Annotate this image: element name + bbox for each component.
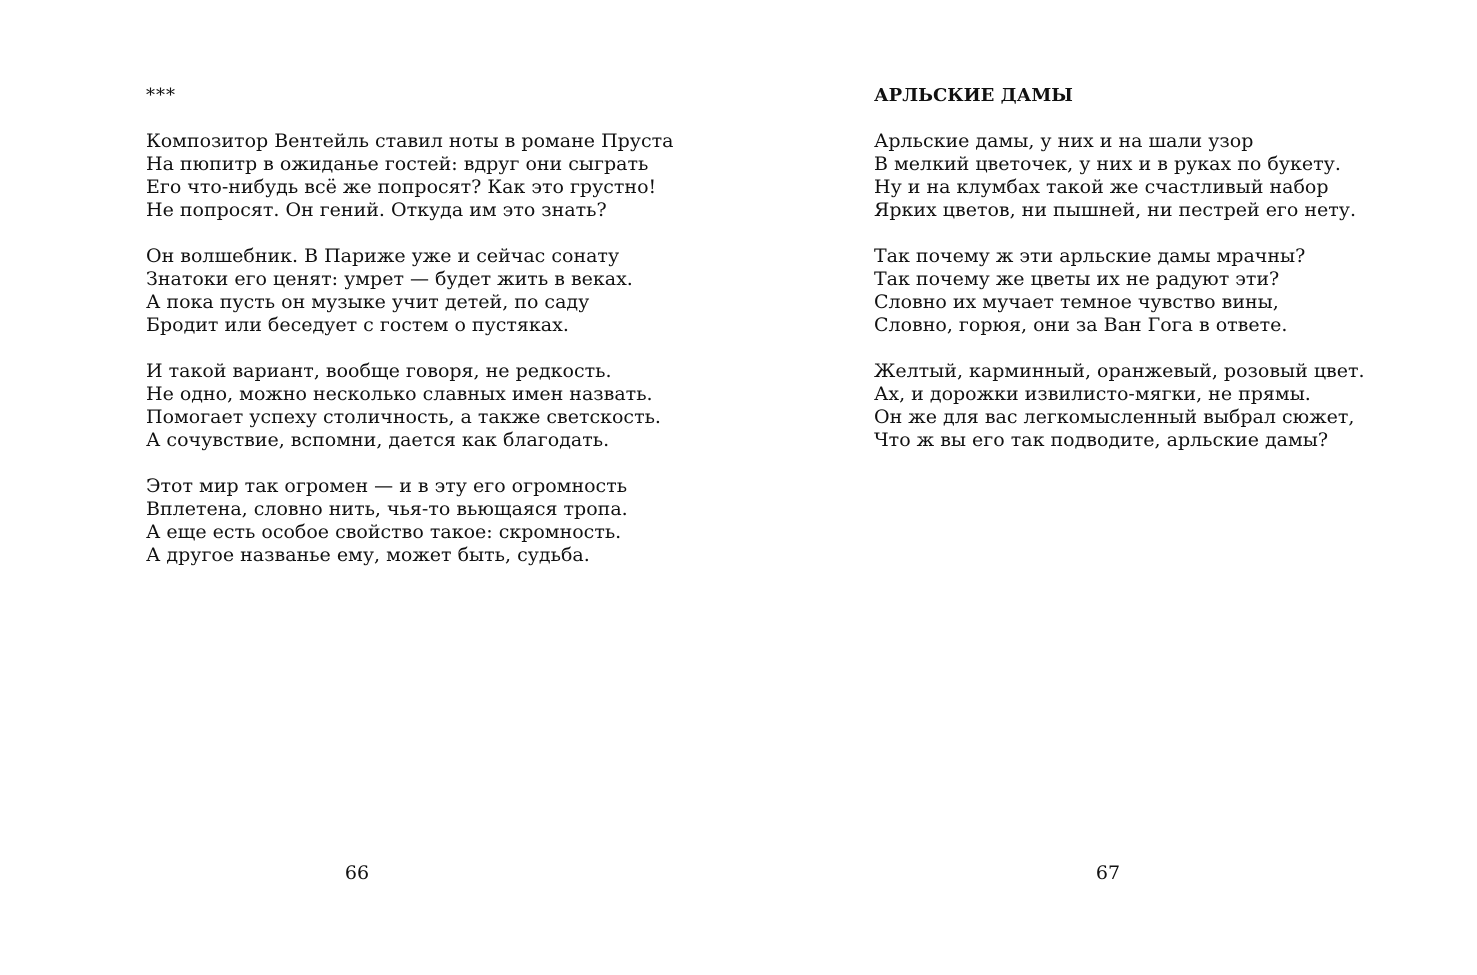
poem-line: Помогает успеху столичность, а также светскость.	[146, 406, 661, 428]
poem-arles-ladies	[874, 84, 1454, 475]
poem-title: АРЛЬСКИЕ ДАМЫ	[874, 85, 1073, 106]
stanza	[874, 245, 1454, 337]
poem-line: Не попросят. Он гений. Откуда им это знать?	[146, 199, 607, 221]
poem-line: А сочувствие, вспомни, дается как благодать.	[146, 429, 610, 451]
left-page	[0, 0, 738, 975]
poem-line: Так почему же цветы их не радуют эти?	[874, 268, 1280, 290]
poem-line: Он волшебник. В Париже уже и сейчас сонату	[146, 245, 620, 267]
poem-line: Арльские дамы, у них и на шали узор	[874, 130, 1254, 152]
poem-untitled	[146, 84, 706, 590]
stanza	[146, 475, 706, 567]
poem-line: Ах, и дорожки извилисто-мягки, не прямы.	[874, 383, 1311, 405]
stanza	[146, 245, 706, 337]
poem-line: Словно их мучает темное чувство вины,	[874, 291, 1279, 313]
right-page	[738, 0, 1477, 975]
poem-line: Ну и на клумбах такой же счастливый набор	[874, 176, 1329, 198]
poem-line: Этот мир так огромен — и в эту его огромность	[146, 475, 628, 497]
stanza	[146, 360, 706, 452]
poem-line: В мелкий цветочек, у них и в руках по букету.	[874, 153, 1341, 175]
poem-line: Знатоки его ценят: умрет — будет жить в веках.	[146, 268, 633, 290]
poem-line: И такой вариант, вообще говоря, не редкость.	[146, 360, 612, 382]
poem-line: А еще есть особое свойство такое: скромность.	[146, 521, 622, 543]
poem-line: Ярких цветов, ни пышней, ни пестрей его нету.	[874, 199, 1357, 221]
poem-line: Он же для вас легкомысленный выбрал сюжет,	[874, 406, 1355, 428]
poem-line: Желтый, карминный, оранжевый, розовый цвет.	[874, 360, 1365, 382]
poem-line: А другое названье ему, может быть, судьба.	[146, 544, 590, 566]
poem-line: Не одно, можно несколько славных имен назвать.	[146, 383, 653, 405]
poem-line: Что ж вы его так подводите, арльские дамы?	[874, 429, 1329, 451]
stanza	[874, 130, 1454, 222]
page-number: 66	[344, 862, 370, 884]
poem-line: Так почему ж эти арльские дамы мрачны?	[874, 245, 1306, 267]
poem-line: Его что-нибудь всё же попросят? Как это грустно!	[146, 176, 657, 198]
stanza	[874, 360, 1454, 452]
poem-separator-stars: ***	[146, 85, 176, 106]
page-number: 67	[1095, 862, 1121, 884]
poem-line: Словно, горюя, они за Ван Гога в ответе.	[874, 314, 1288, 336]
poem-line: Вплетена, словно нить, чья-то вьющаяся тропа.	[146, 498, 628, 520]
poem-line: Бродит или беседует с гостем о пустяках.	[146, 314, 569, 336]
poem-line: На пюпитр в ожиданье гостей: вдруг они сыграть	[146, 153, 649, 175]
poem-line: А пока пусть он музыке учит детей, по саду	[146, 291, 590, 313]
poem-line: Композитор Вентейль ставил ноты в романе Пруста	[146, 130, 674, 152]
stanza	[146, 130, 706, 222]
